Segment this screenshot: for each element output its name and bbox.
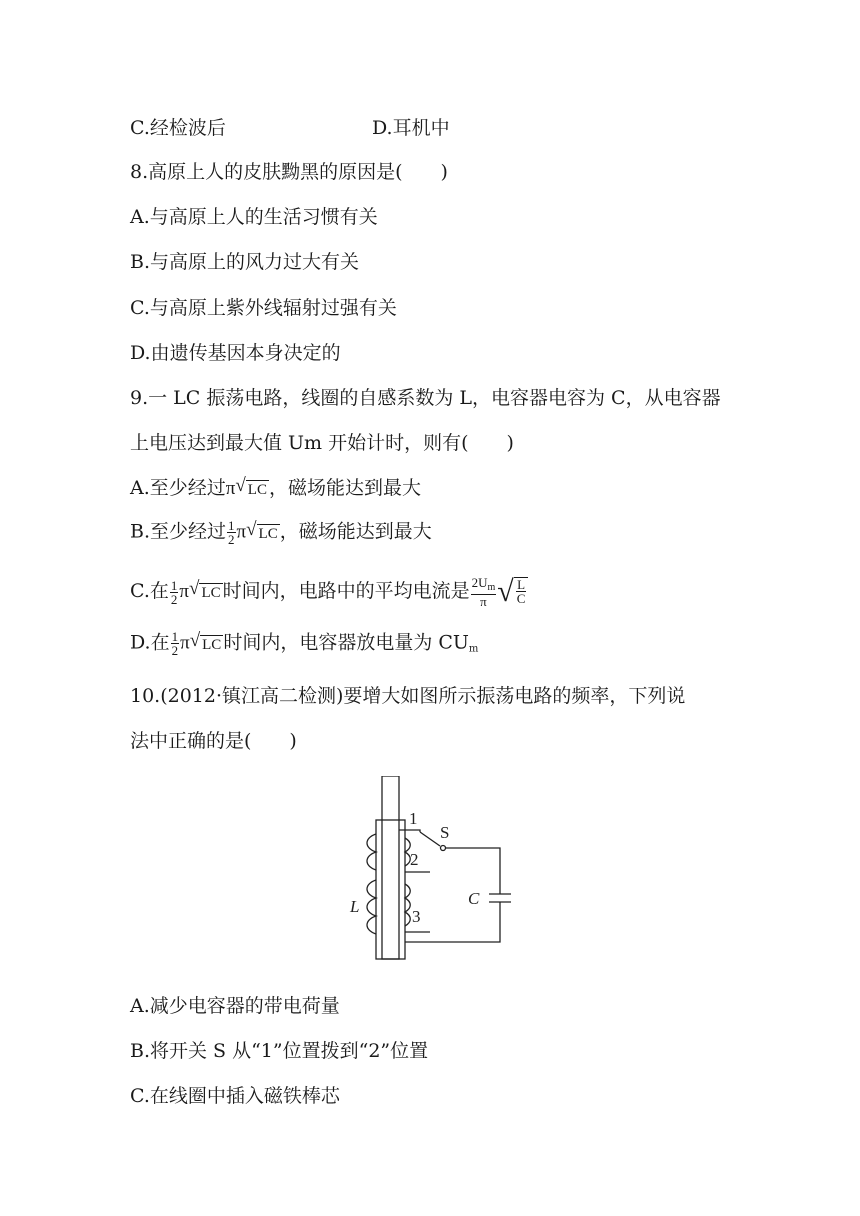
subscript-m: m — [487, 582, 496, 593]
q9-option-d — [130, 630, 478, 662]
switch-arm — [420, 832, 440, 846]
sqrt-lc: √ LC — [235, 475, 267, 498]
fraction-one-half — [227, 519, 236, 546]
radicand-lc: LC — [258, 525, 278, 542]
label-3: 3 — [412, 907, 421, 926]
q9-stem-line2: 上电压达到最大值 Um 开始计时，则有( ) — [130, 432, 514, 454]
q10-stem-line2: 法中正确的是( ) — [130, 730, 297, 752]
q8-option-b: B.与高原上的风力过大有关 — [130, 251, 360, 273]
fraction-numerator: 1 — [171, 629, 179, 644]
q9-option-b — [130, 519, 432, 546]
tap-1-wire — [399, 830, 420, 832]
q10-option-a: A.减少电容器的带电荷量 — [130, 995, 340, 1017]
fraction-one-half — [171, 630, 180, 657]
sqrt-l-over-c: √ $\frac{L}{C}$ — [497, 577, 528, 607]
fraction-numerator: L — [517, 577, 526, 592]
coil-lower-back — [405, 884, 410, 926]
subscript-m: m — [468, 643, 479, 655]
q7-option-d: D.耳机中 — [372, 117, 450, 139]
fraction-denominator: C — [516, 591, 526, 606]
label-2: 2 — [410, 850, 419, 869]
q8-stem: 8.高原上人的皮肤黝黑的原因是( ) — [130, 161, 448, 183]
fraction-denominator: 2 — [228, 532, 235, 547]
radicand-lc: LC — [202, 636, 222, 653]
q10-stem-line1: 10.(2012·镇江高二检测)要增大如图所示振荡电路的频率，下列说 — [130, 685, 686, 707]
q9-option-a-prefix: A.至少经过 — [130, 477, 226, 499]
q8-option-d: D.由遗传基因本身决定的 — [130, 342, 341, 364]
q9-stem-line1: 9.一 LC 振荡电路，线圈的自感系数为 L，电容器电容为 C，从电容器 — [130, 387, 721, 409]
switch-pivot — [441, 846, 446, 851]
pi-symbol: π — [180, 632, 190, 654]
fraction-numerator: 1 — [228, 518, 235, 533]
q9-option-b-prefix: B.至少经过 — [130, 520, 227, 543]
fraction-one-half — [170, 579, 179, 606]
q9-option-d-middle: 时间内，电容器放电量为 CU — [223, 631, 469, 654]
q7-option-c: C.经检波后 — [130, 117, 226, 139]
radicand-lc: LC — [247, 482, 267, 498]
q9-option-c-prefix: C.在 — [130, 580, 169, 602]
pi-symbol: π — [225, 478, 236, 499]
sqrt-lc: √ LC — [246, 518, 278, 542]
q10-option-b: B.将开关 S 从“1”位置拨到“2”位置 — [130, 1040, 429, 1062]
lc-circuit-diagram — [340, 776, 520, 966]
q9-option-a — [130, 476, 421, 501]
q9-option-b-suffix: ，磁场能达到最大 — [279, 520, 432, 543]
iron-core-rod — [382, 776, 399, 959]
coil-lower-turns — [367, 880, 376, 934]
q8-option-c: C.与高原上紫外线辐射过强有关 — [130, 297, 397, 319]
sqrt-lc: √ LC — [189, 629, 222, 653]
pi-symbol: π — [179, 581, 189, 602]
fraction-denominator: 2 — [171, 643, 179, 658]
sqrt-lc: √ LC — [189, 578, 221, 601]
coil-frame — [376, 820, 405, 959]
q9-option-a-suffix: ，磁场能达到最大 — [268, 477, 421, 499]
q10-option-c: C.在线圈中插入磁铁棒芯 — [130, 1085, 340, 1107]
fraction-numerator: 2U — [471, 575, 488, 590]
fraction-denominator: 2 — [170, 591, 178, 607]
label-1: 1 — [409, 809, 418, 828]
fraction-2um-over-pi — [471, 576, 497, 608]
label-l: L — [350, 897, 360, 916]
q8-option-a: A.与高原上人的生活习惯有关 — [130, 206, 378, 228]
fraction-denominator: π — [480, 594, 487, 609]
q9-option-c-middle: 时间内，电路中的平均电流是 — [222, 580, 470, 602]
coil-upper-turns — [367, 834, 376, 870]
q9-option-d-prefix: D.在 — [130, 631, 170, 654]
label-c: C — [468, 889, 480, 908]
top-wire — [446, 848, 500, 894]
fraction-numerator: 1 — [170, 577, 178, 593]
label-s: S — [440, 823, 450, 842]
pi-symbol: π — [236, 521, 247, 543]
radicand-lc: LC — [201, 585, 221, 601]
q9-option-c — [130, 576, 528, 608]
